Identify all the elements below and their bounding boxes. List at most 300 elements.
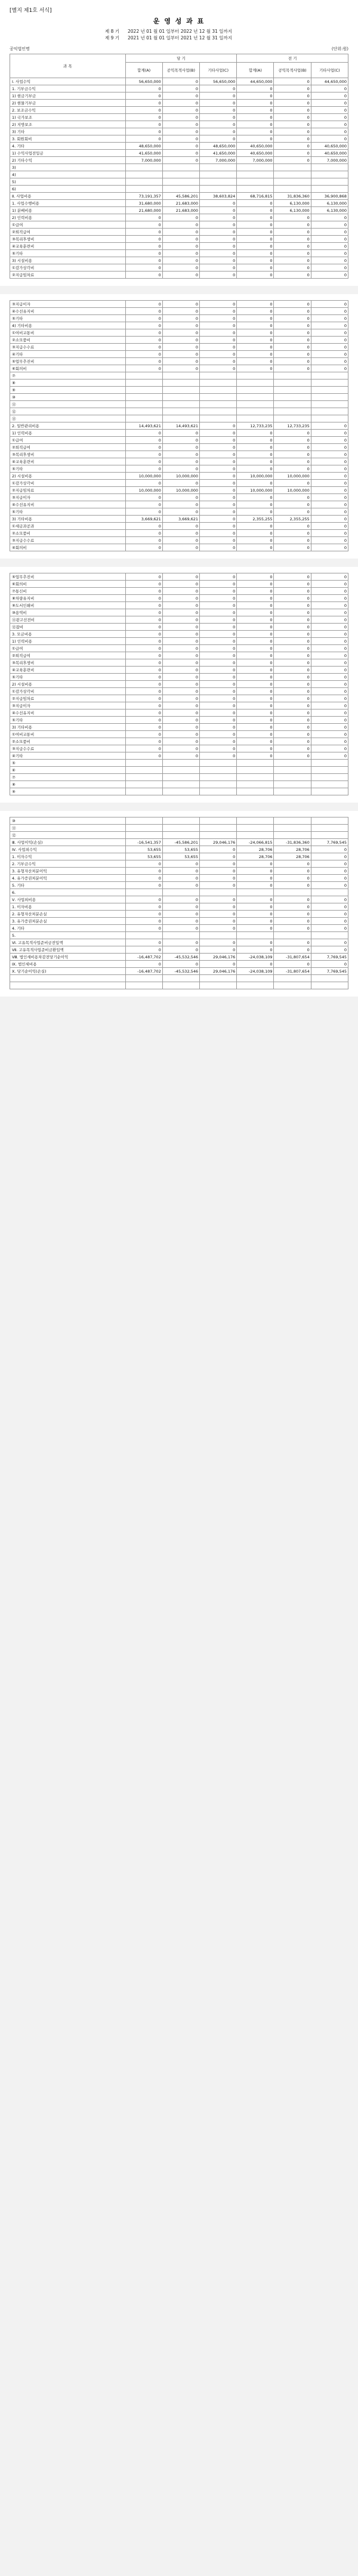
amount-cell: 0 — [237, 616, 274, 624]
amount-cell: 0 — [274, 272, 311, 279]
amount-cell: 0 — [162, 709, 199, 717]
account-name-cell: ⑪광고선전비 — [10, 616, 126, 624]
amount-cell — [162, 932, 199, 939]
account-name-cell: ⑫ — [10, 832, 126, 839]
amount-cell: 0 — [311, 272, 348, 279]
amount-cell — [311, 774, 348, 781]
amount-cell: 0 — [274, 903, 311, 911]
table-row — [10, 322, 348, 329]
amount-cell: 0 — [311, 121, 348, 128]
amount-cell: 0 — [200, 903, 237, 911]
amount-cell: 0 — [274, 308, 311, 315]
amount-cell: 0 — [125, 631, 162, 638]
table-row — [10, 817, 348, 825]
amount-cell: 0 — [311, 717, 348, 724]
amount-cell: 0 — [125, 537, 162, 544]
amount-cell — [125, 394, 162, 401]
amount-cell: 0 — [311, 351, 348, 358]
amount-cell: 0 — [162, 875, 199, 882]
account-name-cell: ⑧ — [10, 380, 126, 387]
amount-cell: 0 — [274, 659, 311, 667]
amount-cell: 0 — [125, 911, 162, 918]
account-name-cell: Ⅵ. 고유목적사업준비금전입액 — [10, 939, 126, 946]
amount-cell: 0 — [274, 337, 311, 344]
amount-cell: 0 — [200, 422, 237, 430]
amount-cell: 0 — [162, 530, 199, 537]
amount-cell: 0 — [237, 264, 274, 272]
amount-cell: 0 — [162, 595, 199, 602]
amount-cell: 0 — [274, 709, 311, 717]
amount-cell: 7,000,000 — [200, 157, 237, 164]
amount-cell — [237, 982, 274, 989]
amount-cell — [237, 788, 274, 795]
table-row — [10, 387, 348, 394]
table-row — [10, 135, 348, 143]
account-name-cell: 2) 시설비용 — [10, 473, 126, 480]
amount-cell: 0 — [162, 573, 199, 581]
amount-cell: -24,038,109 — [237, 954, 274, 961]
amount-cell: 0 — [311, 537, 348, 544]
amount-cell: 0 — [162, 257, 199, 264]
amount-cell: 0 — [274, 652, 311, 659]
amount-cell — [311, 825, 348, 832]
amount-cell: -16,541,357 — [125, 839, 162, 846]
table-row — [10, 401, 348, 408]
amount-cell — [200, 415, 237, 422]
amount-cell: 0 — [125, 236, 162, 243]
header-current: 당 기 — [125, 54, 237, 63]
table-row — [10, 602, 348, 609]
header-prior-total: 합계(A) — [237, 63, 274, 78]
table-row — [10, 415, 348, 422]
amount-cell: 41,650,000 — [200, 150, 237, 157]
table-row — [10, 451, 348, 458]
amount-cell: 0 — [237, 221, 274, 229]
amount-cell: 0 — [200, 717, 237, 724]
amount-cell: 0 — [311, 667, 348, 674]
amount-cell: 36,900,868 — [311, 193, 348, 200]
amount-cell: 0 — [237, 494, 274, 501]
amount-cell: 0 — [125, 659, 162, 667]
amount-cell — [162, 380, 199, 387]
amount-cell — [200, 975, 237, 982]
page-gap — [0, 286, 358, 294]
amount-cell: 0 — [237, 602, 274, 609]
amount-cell: 0 — [200, 92, 237, 100]
amount-cell: 0 — [274, 85, 311, 92]
amount-cell: 0 — [200, 939, 237, 946]
amount-cell — [125, 825, 162, 832]
amount-cell: 0 — [311, 681, 348, 688]
amount-cell: 0 — [162, 602, 199, 609]
amount-cell: 0 — [162, 508, 199, 516]
account-name-cell: 2. 일반관리비용 — [10, 422, 126, 430]
amount-cell: 0 — [237, 257, 274, 264]
account-name-cell: Ⅹ. 당기순이익(손실) — [10, 968, 126, 975]
amount-cell — [274, 401, 311, 408]
amount-cell: 0 — [200, 473, 237, 480]
amount-cell: 0 — [274, 315, 311, 322]
amount-cell: 0 — [274, 480, 311, 487]
amount-cell: 0 — [125, 544, 162, 551]
account-name-cell: 3) 시설비용 — [10, 257, 126, 264]
amount-cell: 0 — [237, 523, 274, 530]
amount-cell: 0 — [162, 752, 199, 760]
amount-cell: 0 — [274, 645, 311, 652]
table-row — [10, 645, 348, 652]
amount-cell: 0 — [162, 738, 199, 745]
table-row — [10, 465, 348, 473]
amount-cell: 44,650,000 — [311, 78, 348, 85]
amount-cell: 10,000,000 — [125, 487, 162, 494]
amount-cell: 0 — [274, 437, 311, 444]
account-name-cell — [10, 975, 126, 982]
table-row — [10, 961, 348, 968]
amount-cell — [162, 975, 199, 982]
amount-cell: 7,769,545 — [311, 954, 348, 961]
amount-cell: 0 — [274, 444, 311, 451]
amount-cell: 40,650,000 — [237, 143, 274, 150]
table-row — [10, 839, 348, 846]
account-name-cell: ③지급수수료 — [10, 537, 126, 544]
amount-cell: 0 — [311, 92, 348, 100]
account-name-cell: 5) — [10, 178, 126, 186]
account-name-cell: ⑤기타 — [10, 674, 126, 681]
account-name-cell: 5. — [10, 932, 126, 939]
amount-cell — [162, 767, 199, 774]
amount-cell — [274, 760, 311, 767]
amount-cell: 29,046,176 — [200, 954, 237, 961]
amount-cell: 0 — [237, 207, 274, 214]
amount-cell: 44,650,000 — [237, 78, 274, 85]
amount-cell — [274, 825, 311, 832]
amount-cell: 0 — [311, 652, 348, 659]
amount-cell: 0 — [311, 308, 348, 315]
amount-cell: 0 — [237, 121, 274, 128]
amount-cell — [274, 832, 311, 839]
amount-cell: 0 — [162, 214, 199, 221]
amount-cell: 0 — [237, 530, 274, 537]
amount-cell: 0 — [200, 925, 237, 932]
amount-cell: 0 — [125, 875, 162, 882]
amount-cell: 0 — [311, 581, 348, 588]
amount-cell: 0 — [311, 465, 348, 473]
period-current-value: 2022 년 01 월 01 일부터 2022 년 12 월 31 일까지 — [128, 29, 233, 34]
amount-cell: 0 — [200, 243, 237, 250]
amount-cell: 0 — [200, 264, 237, 272]
amount-cell: 53,655 — [162, 846, 199, 853]
account-name-cell: ⑦ — [10, 372, 126, 380]
table-row — [10, 975, 348, 982]
amount-cell: 28,706 — [237, 853, 274, 860]
amount-cell: 0 — [237, 107, 274, 114]
amount-cell: 0 — [237, 100, 274, 107]
amount-cell: 0 — [125, 745, 162, 752]
amount-cell: 0 — [162, 501, 199, 508]
amount-cell: 0 — [311, 638, 348, 645]
amount-cell: 0 — [274, 745, 311, 752]
account-name-cell: ③지급수수료 — [10, 745, 126, 752]
amount-cell: 0 — [125, 652, 162, 659]
amount-cell: 6,130,000 — [274, 200, 311, 207]
amount-cell: 0 — [237, 595, 274, 602]
account-name-cell: ⑤기타 — [10, 465, 126, 473]
account-name-cell: 3. 회원회비 — [10, 135, 126, 143]
header-current-total: 합계(A) — [125, 63, 162, 78]
amount-cell — [125, 401, 162, 408]
amount-cell — [125, 982, 162, 989]
amount-cell: 0 — [274, 624, 311, 631]
table-row — [10, 487, 348, 494]
amount-cell: 0 — [274, 530, 311, 537]
amount-cell: 0 — [237, 508, 274, 516]
amount-cell — [162, 832, 199, 839]
account-name-cell: ③복리후생비 — [10, 659, 126, 667]
amount-cell — [162, 408, 199, 415]
amount-cell: 0 — [237, 752, 274, 760]
amount-cell: 0 — [311, 114, 348, 121]
amount-cell: 0 — [200, 731, 237, 738]
amount-cell: 0 — [162, 128, 199, 135]
amount-cell: 0 — [125, 717, 162, 724]
table-row — [10, 501, 348, 508]
amount-cell: 0 — [237, 868, 274, 875]
amount-cell: 0 — [162, 121, 199, 128]
amount-cell — [274, 394, 311, 401]
amount-cell: 0 — [125, 645, 162, 652]
page-gap — [0, 559, 358, 567]
amount-cell: 48,650,000 — [125, 143, 162, 150]
table-row — [10, 968, 348, 975]
amount-cell: 0 — [200, 523, 237, 530]
amount-cell: 0 — [200, 114, 237, 121]
amount-cell: 0 — [200, 250, 237, 257]
amount-cell: 0 — [200, 609, 237, 616]
amount-cell: 0 — [274, 875, 311, 882]
table-row — [10, 178, 348, 186]
account-name-cell: 2) 지방보조 — [10, 121, 126, 128]
amount-cell: 7,769,545 — [311, 839, 348, 846]
amount-cell: 0 — [311, 301, 348, 308]
amount-cell: 12,733,235 — [237, 422, 274, 430]
amount-cell: 0 — [237, 135, 274, 143]
amount-cell: 56,650,000 — [200, 78, 237, 85]
amount-cell: 0 — [274, 616, 311, 624]
table-row — [10, 301, 348, 308]
account-name-cell: 2. 기부금수익 — [10, 860, 126, 868]
amount-cell: 0 — [311, 530, 348, 537]
amount-cell: 0 — [125, 344, 162, 351]
amount-cell: 0 — [311, 516, 348, 523]
amount-cell: 0 — [125, 221, 162, 229]
amount-cell: 0 — [162, 609, 199, 616]
amount-cell: 0 — [162, 918, 199, 925]
amount-cell: 0 — [274, 717, 311, 724]
account-name-cell: ④수선유지비 — [10, 709, 126, 717]
table-row — [10, 609, 348, 616]
table-row — [10, 925, 348, 932]
amount-cell: 0 — [237, 458, 274, 465]
amount-cell: 0 — [200, 494, 237, 501]
amount-cell: 40,650,000 — [237, 150, 274, 157]
amount-cell — [162, 817, 199, 825]
amount-cell: 0 — [274, 107, 311, 114]
amount-cell — [200, 781, 237, 788]
amount-cell: 0 — [274, 688, 311, 695]
amount-cell — [237, 932, 274, 939]
account-name-cell: 1) 분배비용 — [10, 207, 126, 214]
table-row — [10, 588, 348, 595]
table-row — [10, 846, 348, 853]
table-row — [10, 688, 348, 695]
table-row — [10, 595, 348, 602]
amount-cell: 0 — [125, 272, 162, 279]
amount-cell: 0 — [311, 752, 348, 760]
table-body-1 — [10, 78, 348, 279]
amount-cell — [237, 164, 274, 171]
account-name-cell: ①감가상각비 — [10, 480, 126, 487]
table-row — [10, 508, 348, 516]
amount-cell: 2,355,255 — [274, 516, 311, 523]
account-name-cell: 4. 유가증권처분이익 — [10, 875, 126, 882]
amount-cell: 0 — [125, 128, 162, 135]
amount-cell: 0 — [200, 581, 237, 588]
table-row — [10, 157, 348, 164]
amount-cell — [237, 372, 274, 380]
amount-cell: 0 — [237, 896, 274, 903]
amount-cell: 0 — [162, 652, 199, 659]
account-name-cell: ③지급이자 — [10, 702, 126, 709]
table-row — [10, 774, 348, 781]
amount-cell: 0 — [200, 229, 237, 236]
amount-cell: 12,733,235 — [274, 422, 311, 430]
amount-cell: 0 — [237, 638, 274, 645]
amount-cell: 0 — [125, 121, 162, 128]
amount-cell: 0 — [311, 738, 348, 745]
amount-cell: 0 — [200, 365, 237, 372]
amount-cell: 0 — [162, 717, 199, 724]
amount-cell: 0 — [311, 264, 348, 272]
amount-cell — [274, 781, 311, 788]
amount-cell: 0 — [237, 717, 274, 724]
amount-cell: 0 — [311, 846, 348, 853]
amount-cell: 0 — [311, 688, 348, 695]
table-row — [10, 344, 348, 351]
amount-cell — [311, 832, 348, 839]
table-row — [10, 631, 348, 638]
amount-cell: 0 — [200, 853, 237, 860]
amount-cell: 0 — [200, 337, 237, 344]
amount-cell: 0 — [311, 329, 348, 337]
amount-cell: -16,487,702 — [125, 954, 162, 961]
amount-cell: 0 — [274, 128, 311, 135]
amount-cell: 31,836,360 — [274, 193, 311, 200]
amount-cell: 0 — [125, 681, 162, 688]
amount-cell: 0 — [274, 100, 311, 107]
amount-cell — [125, 408, 162, 415]
amount-cell — [237, 889, 274, 896]
amount-cell: 0 — [125, 724, 162, 731]
amount-cell — [274, 982, 311, 989]
amount-cell: 0 — [237, 430, 274, 437]
amount-cell: 0 — [311, 135, 348, 143]
amount-cell: 0 — [311, 501, 348, 508]
amount-cell: 0 — [237, 624, 274, 631]
amount-cell — [274, 387, 311, 394]
amount-cell: 0 — [125, 257, 162, 264]
amount-cell: 0 — [311, 315, 348, 322]
amount-cell — [274, 380, 311, 387]
amount-cell: 0 — [125, 925, 162, 932]
amount-cell: 0 — [311, 214, 348, 221]
period-prior — [90, 35, 268, 41]
account-name-cell: ⑦ — [10, 774, 126, 781]
amount-cell: 0 — [200, 200, 237, 207]
amount-cell: 0 — [274, 609, 311, 616]
amount-cell: 0 — [274, 724, 311, 731]
amount-cell: 0 — [200, 272, 237, 279]
amount-cell — [125, 387, 162, 394]
amount-cell — [311, 401, 348, 408]
amount-cell: 0 — [162, 688, 199, 695]
account-name-cell: 2) 현물기부금 — [10, 100, 126, 107]
amount-cell: 0 — [200, 688, 237, 695]
amount-cell: 0 — [311, 85, 348, 92]
amount-cell — [237, 380, 274, 387]
amount-cell: 0 — [274, 681, 311, 688]
amount-cell — [125, 832, 162, 839]
account-name-cell: ⑨ — [10, 387, 126, 394]
account-name-cell: 2. 보조금수익 — [10, 107, 126, 114]
amount-cell: 0 — [311, 322, 348, 329]
table-row — [10, 709, 348, 717]
amount-cell — [237, 825, 274, 832]
amount-cell — [200, 186, 237, 193]
amount-cell: 0 — [162, 229, 199, 236]
amount-cell: 0 — [162, 358, 199, 365]
amount-cell: 0 — [237, 128, 274, 135]
amount-cell — [237, 178, 274, 186]
account-name-cell: ⑨ — [10, 788, 126, 795]
table-row — [10, 860, 348, 868]
amount-cell: 0 — [237, 250, 274, 257]
amount-cell: 0 — [162, 221, 199, 229]
amount-cell: 0 — [237, 918, 274, 925]
account-name-cell: 3. 유형자산처분이익 — [10, 868, 126, 875]
amount-cell: 0 — [162, 659, 199, 667]
amount-cell: 0 — [162, 107, 199, 114]
table-row — [10, 229, 348, 236]
amount-cell: 3,669,621 — [125, 516, 162, 523]
amount-cell: 0 — [274, 667, 311, 674]
amount-cell — [311, 186, 348, 193]
amount-cell: 0 — [200, 501, 237, 508]
amount-cell: 0 — [200, 896, 237, 903]
amount-cell — [200, 394, 237, 401]
account-name-cell: ②소모품비 — [10, 738, 126, 745]
amount-cell: 0 — [237, 645, 274, 652]
amount-cell — [311, 380, 348, 387]
amount-cell: 0 — [125, 315, 162, 322]
table-row — [10, 358, 348, 365]
amount-cell: 0 — [125, 573, 162, 581]
amount-cell: 0 — [200, 961, 237, 968]
amount-cell: 0 — [237, 946, 274, 954]
amount-cell: 0 — [274, 458, 311, 465]
amount-cell: -31,807,654 — [274, 968, 311, 975]
table-row — [10, 221, 348, 229]
amount-cell — [311, 889, 348, 896]
